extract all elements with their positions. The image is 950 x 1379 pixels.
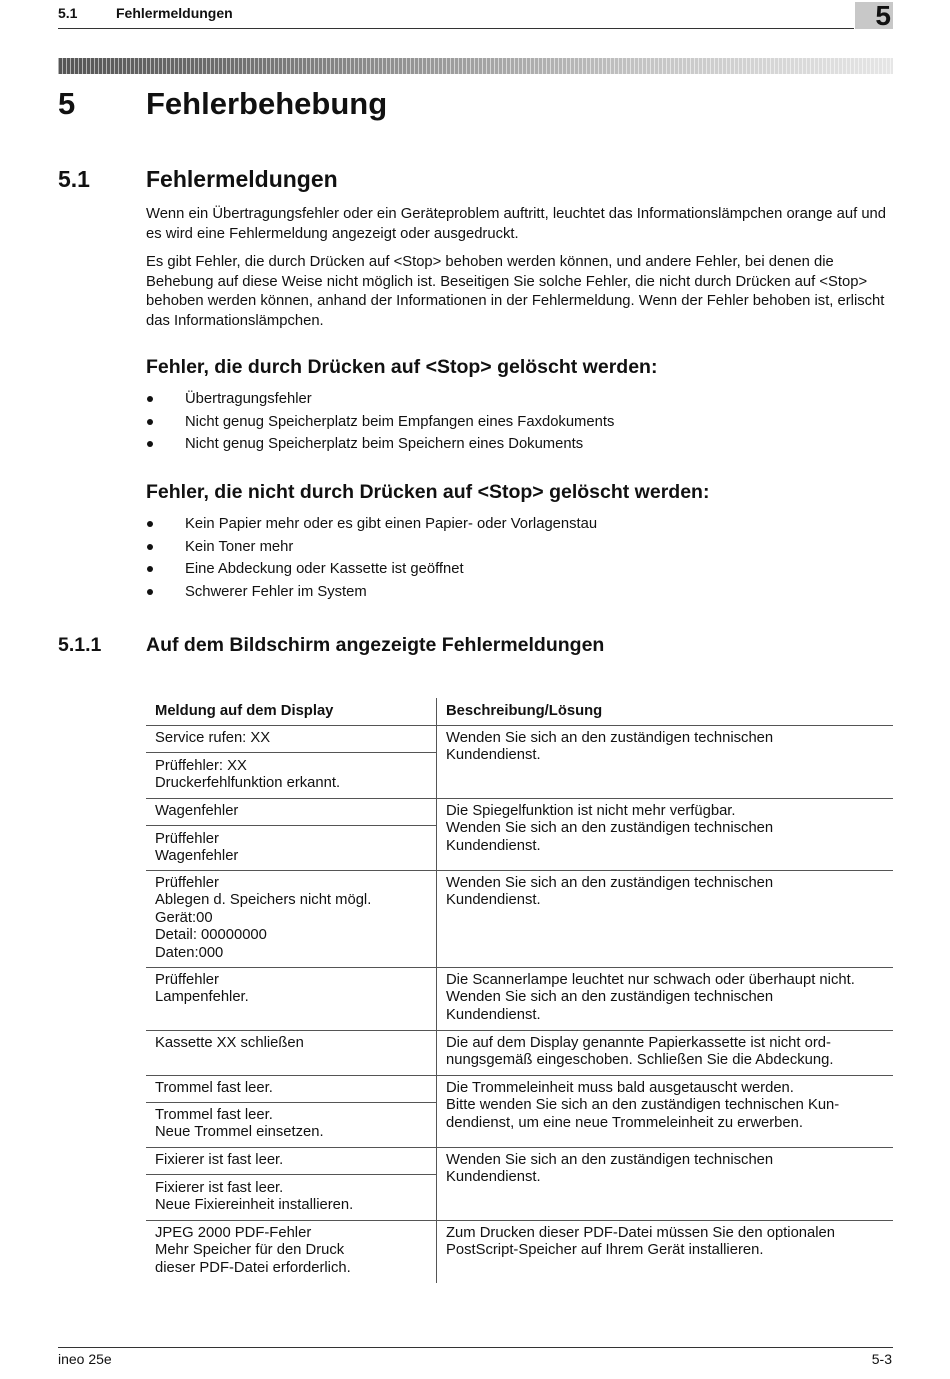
- explanation-paragraph: Es gibt Fehler, die durch Drücken auf <Stop> behoben werden können, und andere Fehler, bei denen die Behebung auf diese Weise nicht möglich ist. Beseitigen Sie solche Fehler, die nicht durch Drücken auf <Stop> behoben werden können, anhand der Informationen in der Fehlermeldung. Wenn der Fehler behoben ist, erlischt das Informationslämpchen.: [146, 254, 885, 329]
- header-rule: [58, 28, 854, 29]
- chapter-heading: [58, 86, 387, 122]
- decorative-bar: [58, 58, 893, 74]
- chapter-title: Fehlerbehebung: [146, 86, 388, 121]
- list-item: Übertragungsfehler: [146, 390, 614, 413]
- table-rule: [146, 1102, 436, 1103]
- subsection-title: Auf dem Bildschirm angezeigte Fehlermeldungen: [146, 634, 605, 656]
- message-cell: Service rufen: XX: [155, 730, 271, 746]
- table-rule: [146, 1174, 436, 1175]
- list-item: Eine Abdeckung oder Kassette ist geöffnet: [146, 560, 597, 583]
- bullet-icon: [147, 521, 153, 527]
- subsection-number: 5.1.1: [58, 634, 102, 656]
- message-cell: Fixierer ist fast leer.: [155, 1152, 284, 1168]
- table-rule: [146, 1030, 893, 1031]
- solution-cell: Wenden Sie sich an den zuständigen technischen Kundendienst.: [446, 875, 774, 909]
- solution-cell: Wenden Sie sich an den zuständigen technischen Kundendienst.: [446, 730, 774, 764]
- table-rule: [146, 725, 893, 726]
- list-item: Schwerer Fehler im System: [146, 583, 597, 606]
- message-cell: Prüffehler Wagenfehler: [155, 831, 239, 865]
- column-divider: [436, 698, 437, 1283]
- not-stop-clearable-heading: Fehler, die nicht durch Drücken auf <Stop> gelöscht werden:: [146, 481, 710, 503]
- bullet-icon: [147, 566, 153, 572]
- message-cell: Trommel fast leer. Neue Trommel einsetzen.: [155, 1107, 324, 1141]
- table-rule: [146, 825, 436, 826]
- chapter-number: 5: [58, 86, 76, 121]
- stop-clearable-heading: Fehler, die durch Drücken auf <Stop> gelöscht werden:: [146, 356, 658, 378]
- stop-clearable-list: [146, 390, 614, 458]
- table-rule: [146, 752, 436, 753]
- bullet-icon: [147, 441, 153, 447]
- running-header-title: Fehlermeldungen: [116, 5, 233, 21]
- bullet-icon: [147, 419, 153, 425]
- section-heading: [58, 166, 338, 193]
- table-rule: [146, 967, 893, 968]
- bullet-icon: [147, 396, 153, 402]
- chapter-tab-number: 5: [875, 0, 891, 31]
- list-item: Kein Papier mehr oder es gibt einen Papier- oder Vorlagenstau: [146, 515, 597, 538]
- running-header-number: 5.1: [58, 5, 78, 21]
- solution-cell: Wenden Sie sich an den zuständigen technischen Kundendienst.: [446, 1152, 774, 1186]
- table-rule: [146, 1075, 893, 1076]
- message-cell: JPEG 2000 PDF-Fehler Mehr Speicher für den Druck dieser PDF-Datei erforderlich.: [155, 1225, 351, 1276]
- subsection-heading: [58, 634, 604, 657]
- message-cell: Trommel fast leer.: [155, 1080, 273, 1096]
- section-number: 5.1: [58, 166, 90, 192]
- solution-cell: Die Spiegelfunktion ist nicht mehr verfügbar. Wenden Sie sich an den zuständigen technischen Kundendienst.: [446, 803, 774, 854]
- message-cell: Fixierer ist fast leer. Neue Fixiereinheit installieren.: [155, 1180, 354, 1214]
- footer-product: ineo 25e: [58, 1351, 112, 1367]
- table-header-solution: Beschreibung/Lösung: [446, 703, 603, 719]
- message-cell: Prüffehler Lampenfehler.: [155, 972, 249, 1006]
- message-cell: Wagenfehler: [155, 803, 239, 819]
- table-rule: [146, 870, 893, 871]
- list-item: Nicht genug Speicherplatz beim Empfangen eines Faxdokuments: [146, 413, 614, 436]
- running-header: [58, 5, 233, 21]
- table-rule: [146, 1220, 893, 1221]
- message-cell: Prüffehler: XX Druckerfehlfunktion erkannt.: [155, 758, 341, 792]
- list-item: Nicht genug Speicherplatz beim Speichern eines Dokuments: [146, 435, 614, 458]
- intro-paragraph: Wenn ein Übertragungsfehler oder ein Geräteproblem auftritt, leuchtet das Informationslämpchen orange auf und es wird eine Fehlermeldung angezeigt oder ausgedruckt.: [146, 206, 887, 242]
- section-title: Fehlermeldungen: [146, 166, 338, 192]
- message-cell: Kassette XX schließen: [155, 1035, 304, 1051]
- list-item: Kein Toner mehr: [146, 538, 597, 561]
- footer-page-number: 5-3: [871, 1351, 892, 1367]
- bullet-icon: [147, 589, 153, 595]
- solution-cell: Die auf dem Display genannte Papierkassette ist nicht ord- nungsgemäß eingeschoben. Schließen Sie die Abdeckung.: [446, 1035, 834, 1069]
- bullet-icon: [147, 544, 153, 550]
- table-header-message: Meldung auf dem Display: [155, 703, 334, 719]
- footer-rule: [58, 1347, 893, 1348]
- solution-cell: Zum Drucken dieser PDF-Datei müssen Sie den optionalen PostScript-Speicher auf Ihrem Gerät installieren.: [446, 1225, 836, 1259]
- not-stop-clearable-list: [146, 515, 597, 605]
- chapter-tab: [855, 2, 893, 29]
- solution-cell: Die Trommeleinheit muss bald ausgetauscht werden. Bitte wenden Sie sich an den zuständigen technischen Kun- dendienst, um eine neue Trommeleinheit zu erwerben.: [446, 1080, 840, 1131]
- table-rule: [146, 1147, 893, 1148]
- solution-cell: Die Scannerlampe leuchtet nur schwach oder überhaupt nicht. Wenden Sie sich an den zuständigen technischen Kundendienst.: [446, 972, 855, 1023]
- table-rule: [146, 798, 893, 799]
- message-cell: Prüffehler Ablegen d. Speichers nicht mögl. Gerät:00 Detail: 00000000 Daten:000: [155, 875, 372, 961]
